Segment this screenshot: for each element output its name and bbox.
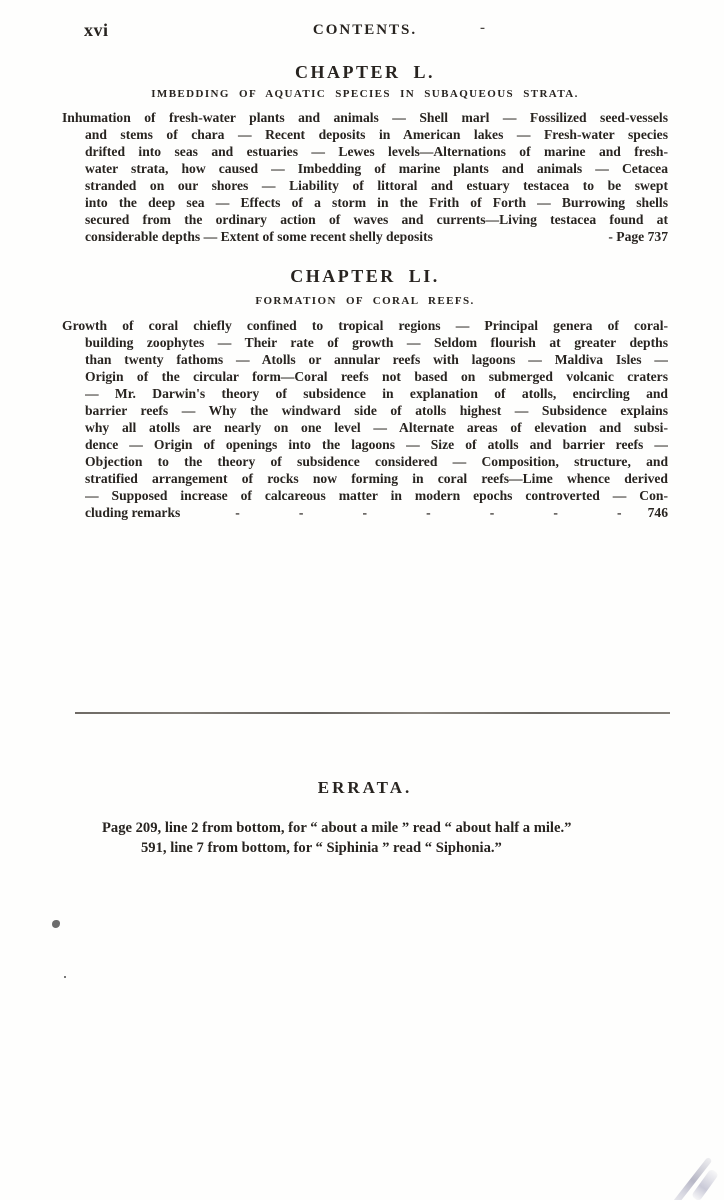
ink-dot: [64, 976, 66, 978]
ink-speck: [52, 920, 60, 928]
errata-list: [62, 818, 668, 858]
errata-line: Page 209, line 2 from bottom, for “ about a mile ” read “ about half a mile.”: [102, 820, 572, 836]
chapter-l-subtitle: IMBEDDING OF AQUATIC SPECIES IN SUBAQUEOUS STRATA.: [151, 88, 579, 100]
leader-dash: -: [426, 505, 431, 520]
toc-last-line-text: considerable depths — Extent of some recent shelly deposits: [85, 229, 433, 244]
leader-dash: -: [298, 505, 304, 520]
toc-line: Growth of coral chiefly confined to tropical regions — Principal genera of coral-: [62, 318, 668, 333]
running-title: CONTENTS.: [312, 22, 418, 38]
toc-line: barrier reefs — Why the windward side of atolls highest — Subsidence explains: [85, 403, 668, 418]
toc-line: dence — Origin of openings into the lagoons — Size of atolls and barrier reefs —: [85, 437, 668, 452]
leader-dash: -: [489, 505, 495, 520]
toc-line: drifted into seas and estuaries — Lewes levels—Alternations of marine and fresh-: [85, 144, 668, 159]
toc-line: Objection to the theory of subsidence considered — Composition, structure, and: [85, 454, 668, 469]
leader-dash: -: [553, 505, 558, 520]
toc-line: stranded on our shores — Liability of littoral and estuary testacea to be swept: [85, 178, 668, 193]
section-divider-rule: [75, 712, 670, 714]
toc-line: why all atolls are nearly on one level — Alternate areas of elevation and subsi-: [85, 420, 668, 435]
toc-line: stratified arrangement of rocks now forming in coral reefs—Lime whence derived: [85, 471, 668, 486]
toc-line: — Mr. Darwin's theory of subsidence in explanation of atolls, encircling and: [85, 386, 668, 401]
errata-heading: ERRATA.: [317, 778, 413, 797]
header-dash-mark: -: [480, 20, 485, 36]
toc-last-line-text: cluding remarks: [85, 505, 181, 520]
toc-last-line: [85, 228, 668, 245]
toc-page-reference: - Page 737: [608, 229, 668, 244]
chapter-l-heading: CHAPTER L.: [294, 62, 435, 82]
chapter-li-summary: [62, 317, 668, 521]
toc-line: than twenty fathoms — Atolls or annular reefs with lagoons — Maldiva Isles —: [85, 352, 668, 367]
toc-line: into the deep sea — Effects of a storm in the Frith of Forth — Burrowing shells: [85, 195, 668, 210]
dash-leaders: [235, 504, 621, 521]
chapter-li-heading: CHAPTER LI.: [290, 266, 440, 286]
toc-line: — Supposed increase of calcareous matter in modern epochs controverted — Con-: [85, 488, 668, 503]
toc-line: Origin of the circular form—Coral reefs not based on submerged volcanic craters: [85, 369, 668, 384]
leader-dash: -: [235, 505, 240, 520]
errata-line: 591, line 7 from bottom, for “ Siphinia ” read “ Siphonia.”: [141, 840, 502, 856]
toc-last-line: [85, 504, 668, 521]
running-header: [62, 20, 668, 42]
leader-dash: -: [617, 505, 622, 520]
chapter-l-summary: [62, 109, 668, 245]
toc-line: building zoophytes — Their rate of growth — Seldom flourish at greater depths: [85, 335, 668, 350]
toc-line: secured from the ordinary action of waves and currents—Living testacea found at: [85, 212, 668, 227]
leader-dash: -: [362, 505, 368, 520]
chapter-li-subtitle: FORMATION OF CORAL REEFS.: [255, 295, 475, 307]
toc-line: water strata, how caused — Imbedding of marine plants and animals — Cetacea: [85, 161, 668, 176]
toc-line: Inhumation of fresh-water plants and animals — Shell marl — Fossilized seed-vessels: [62, 110, 668, 125]
folio-page-number: xvi: [84, 20, 109, 40]
toc-page-reference: 746: [647, 505, 668, 520]
toc-line: and stems of chara — Recent deposits in American lakes — Fresh-water species: [85, 127, 668, 142]
